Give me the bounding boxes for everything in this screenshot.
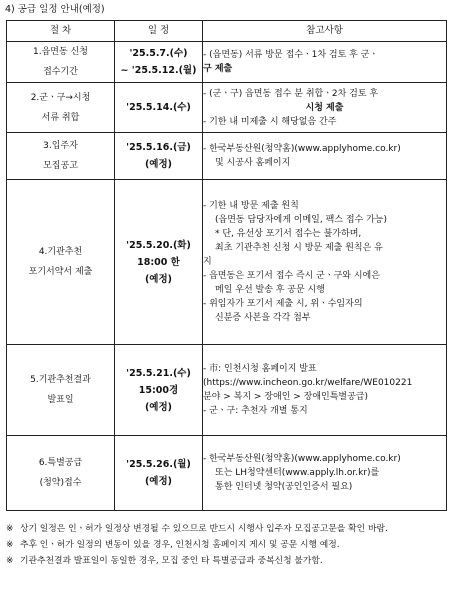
table-row (7, 345, 447, 436)
note-line: - 읍면동은 포기서 접수 즉시 군ㆍ구와 시에은 (203, 271, 380, 281)
schedule-text: '25.5.20.(화) (126, 239, 191, 251)
schedule-text: '25.5.21.(수) (126, 367, 191, 379)
footnotes (6, 521, 446, 569)
footnote-text: 추후 인ㆍ허가 일정의 변동이 있을 경우, 인천시청 홈페이지 게시 및 공문 시행 예정. (20, 540, 340, 550)
phase-text: (청약)접수 (39, 478, 82, 488)
schedule-cell (115, 436, 203, 511)
note-line: - 기한 내 미제출 시 해당없음 간주 (203, 116, 337, 127)
schedule-text: 18:00 한 (137, 256, 180, 268)
schedule-cell (115, 133, 203, 180)
header-schedule: 일 정 (115, 21, 203, 42)
phase-text: 발표일 (47, 395, 74, 405)
schedule-text: (예정) (144, 401, 173, 413)
schedule-text: ~ '25.5.12.(월) (120, 65, 197, 76)
footnote-mark: ※ (6, 524, 14, 534)
schedule-text: '25.5.26.(월) (126, 459, 191, 470)
note-line: * 단, 유선상 포기서 접수는 불가하며, (215, 229, 362, 239)
phase-text: 2.군ㆍ구→시청 (30, 92, 91, 103)
schedule-text: (예정) (144, 476, 173, 487)
phase-text: 1.읍면동 신청 (33, 47, 88, 57)
notes-cell (203, 42, 447, 83)
note-line: - (읍면동) 서류 방문 접수ㆍ1차 검토 후 군ㆍ (203, 50, 379, 60)
phase-text: 모집공고 (43, 161, 78, 171)
note-line: (https://www.incheon.go.kr/welfare/WE010221 (203, 378, 413, 388)
notes-cell (203, 83, 447, 133)
note-line: 구 제출 (203, 64, 233, 74)
schedule-cell (115, 345, 203, 436)
schedule-text: '25.5.14.(수) (126, 102, 191, 113)
header-notes: 참고사항 (203, 21, 447, 42)
note-line: 및 시공사 홈페이지 (215, 158, 291, 168)
note-line: - 위임자가 포기서 제출 시, 위ㆍ수임자의 (203, 299, 363, 309)
phase-cell (7, 42, 115, 83)
notes-cell (203, 345, 447, 436)
section-title: 4) 공급 일정 안내(예정) (5, 4, 105, 15)
phase-cell (7, 436, 115, 511)
footnote (6, 521, 446, 537)
phase-text: 접수기간 (43, 67, 78, 77)
phase-text: 5.기관추천결과 (30, 375, 91, 385)
phase-text: 3.입주자 (43, 141, 78, 151)
schedule-text: '25.5.7.(수) (129, 48, 188, 59)
table-row (7, 436, 447, 511)
note-line: - 市: 인천시청 홈페이지 발표 (203, 364, 317, 374)
notes-cell (203, 133, 447, 180)
note-line: 최초 기관추천 신청 시 방문 제출 원칙은 유 (215, 243, 383, 253)
phase-text: 4.기관추천 (38, 247, 83, 257)
notes-cell (203, 180, 447, 345)
note-line: 분야 > 복지 > 장애인 > 장애인특별공급) (203, 392, 369, 402)
footnote-mark: ※ (6, 540, 14, 550)
phase-cell (7, 345, 115, 436)
schedule-cell (115, 180, 203, 345)
note-line: - 군ㆍ구: 추천자 개별 통지 (203, 406, 308, 416)
footnote-text: 상기 일정은 인ㆍ허가 일정상 변경될 수 있으므로 반드시 시행사 입주자 모집공고문을 확인 바람. (20, 524, 388, 534)
note-line: - 기한 내 방문 제출 원칙 (203, 201, 299, 211)
notes-cell (203, 436, 447, 511)
note-line: 통한 인터넷 청약(공인인증서 필요) (215, 482, 353, 492)
note-line: 지 (203, 257, 212, 267)
table-row (7, 133, 447, 180)
note-line: - (군ㆍ구) 읍면동 접수 분 취합ㆍ2차 검토 후 (203, 88, 379, 99)
phase-cell (7, 133, 115, 180)
schedule-text: (예정) (144, 159, 173, 170)
schedule-text: (예정) (144, 273, 173, 285)
footnote (6, 537, 446, 553)
schedule-text: 15:00경 (138, 384, 179, 396)
phase-text: 포기서약서 제출 (28, 267, 93, 277)
footnote (6, 553, 446, 569)
note-line: 시청 제출 (305, 102, 344, 113)
note-line: 메일 우선 발송 후 공문 시행 (215, 285, 325, 295)
footnote-mark: ※ (6, 556, 14, 566)
phase-cell (7, 180, 115, 345)
table-row (7, 180, 447, 345)
schedule-cell (115, 42, 203, 83)
note-line: (읍면동 담당자에게 이메일, 팩스 접수 가능) (215, 215, 387, 225)
schedule-text: '25.5.16.(금) (126, 142, 191, 153)
phase-text: 서류 취합 (41, 112, 80, 123)
note-line: - 한국부동산원(청약홈)(www.applyhome.co.kr) (203, 454, 401, 464)
note-line: 신분증 사본을 각각 첨부 (215, 313, 311, 323)
table-row (7, 42, 447, 83)
note-line: 또는 LH청약센터(www.apply.lh.or.kr)를 (215, 468, 380, 478)
header-phase: 절 차 (7, 21, 115, 42)
phase-cell (7, 83, 115, 133)
table-header-row (7, 21, 447, 42)
table-row (7, 83, 447, 133)
phase-text: 6.특별공급 (38, 458, 83, 468)
schedule-table (6, 20, 447, 511)
schedule-cell (115, 83, 203, 133)
note-line: - 한국부동산원(청약홈)(www.applyhome.co.kr) (203, 144, 401, 154)
footnote-text: 기관추천결과 발표일이 동일한 경우, 모집 중인 타 특별공급과 중복신청 불가함. (20, 556, 323, 566)
